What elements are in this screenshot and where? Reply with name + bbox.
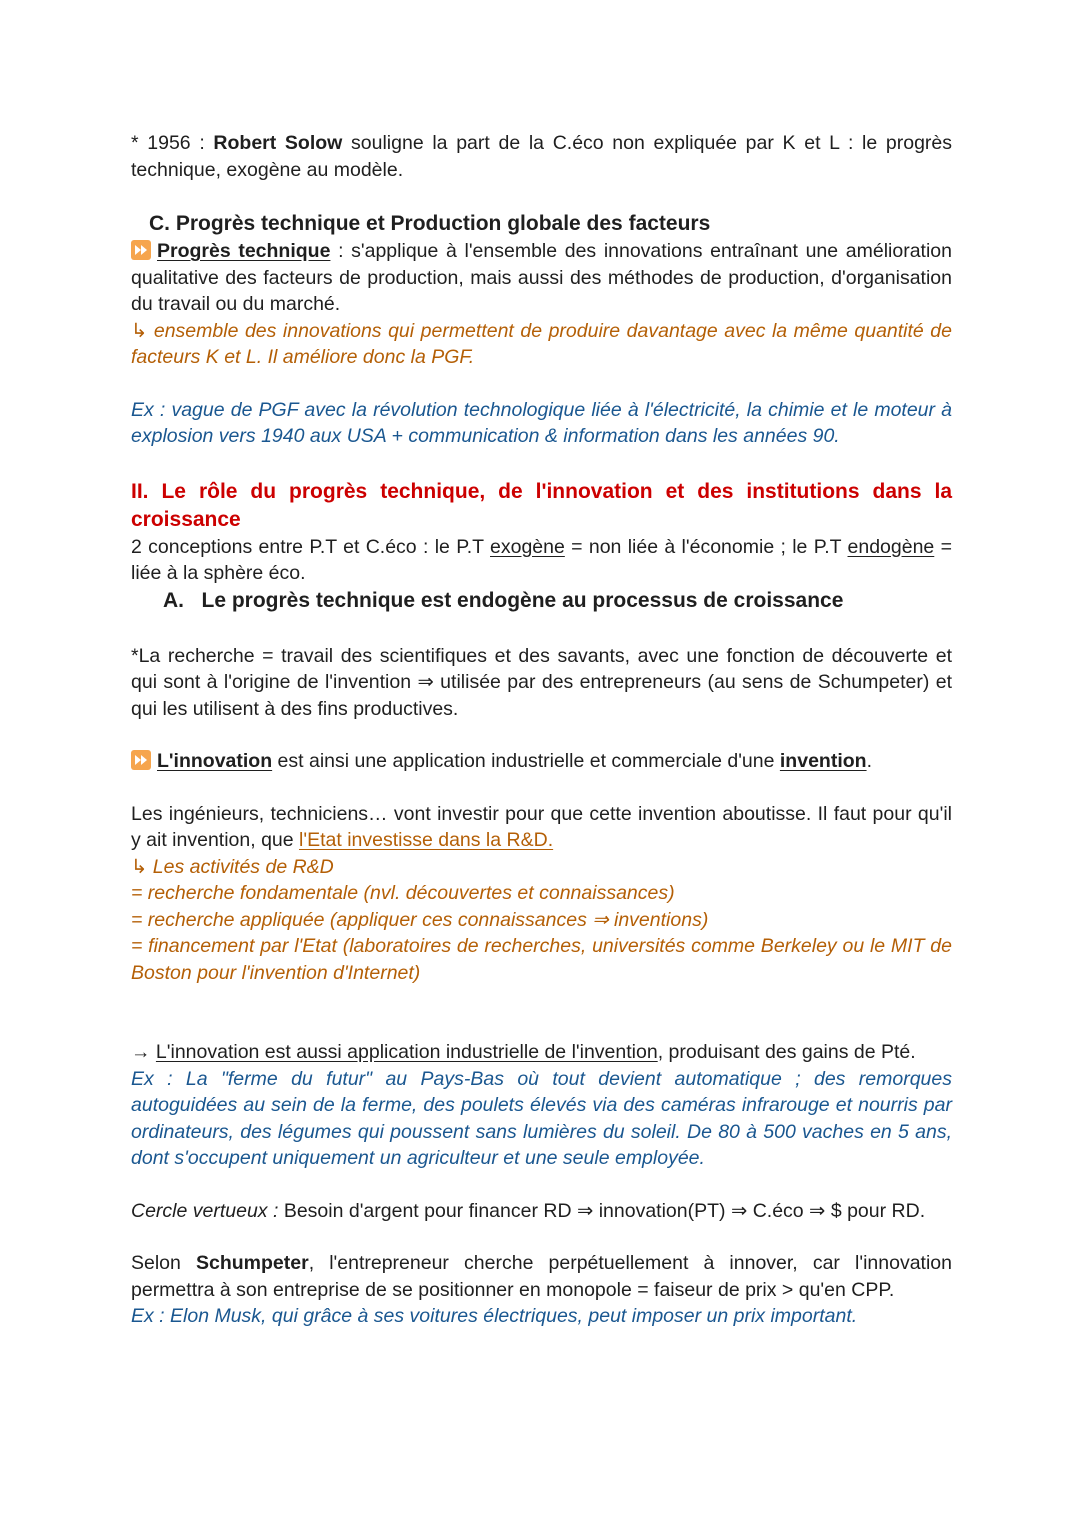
rd-item-fondamentale: = recherche fondamentale (nvl. découvertes et connaissances) [131,882,675,904]
rd-heading-text: Les activités de R&D [147,855,334,878]
rd-heading [131,854,952,881]
rd-item-financement: = financement par l'Etat (laboratoires de recherches, universités comme Berkeley ou le MIT de Boston pour l'invention d'Internet) [131,935,952,984]
invention-term: invention [779,750,867,772]
etat-rd-link: l'Etat investisse dans la R&D. [299,829,554,851]
schumpeter-name: Schumpeter [195,1252,309,1274]
pgf-note [131,318,952,371]
schumpeter-paragraph [131,1250,952,1303]
progres-technique-term: Progrès technique [157,240,331,262]
ferme-example-text: Ex : La "ferme du futur" au Pays-Bas où tout devient automatique ; des remorques autoguidées au sein de la ferme, des poulets élevés via des caméras infrarouge et nourris par ordinateurs, des légumes qui poussent sans lumières du soleil. De 80 à 500 vaches en 5 ans, dont s'occupent uniquement un agriculteur et une seule employée. [131,1067,952,1169]
section-c-title: C. Progrès technique et Production globale des facteurs [149,212,711,235]
conceptions-text-b: = non liée à l'économie ; le P.T [564,535,848,558]
turn-arrow-icon: ↳ [131,855,148,878]
innovation-text: est ainsi une application industrielle et commerciale d'une [272,750,780,772]
cercle-paragraph [131,1198,952,1225]
pgf-note-text: ensemble des innovations qui permettent de produire davantage avec la même quantité de facteurs K et L. Il améliore donc la PGF. [131,319,952,368]
schumpeter-text: , l'entrepreneur cherche perpétuellement à innover, car l'innovation permettra à son entreprise de se positionner en monopole = faiseur de prix > qu'en CPP. [131,1252,952,1301]
fast-forward-icon [131,240,151,260]
endogene-term: endogène [847,535,935,558]
section-ii-title: II. Le rôle du progrès technique, de l'innovation et des institutions dans la croissance [131,479,952,531]
conceptions-paragraph [131,534,952,587]
innovation-term: L'innovation [157,750,273,772]
section-a-title: A. Le progrès technique est endogène au processus de croissance [163,588,844,612]
right-arrow-icon: → [131,1041,156,1063]
recherche-paragraph: *La recherche = travail des scientifiques et des savants, avec une fonction de découverte et qui sont à l'origine de l'invention ⇒ utilisée par des entrepreneurs (au sens de Schumpeter) et qui les utilisent à des fins productives. [131,644,952,720]
application-text: , produisant des gains de Pté. [657,1041,916,1063]
application-paragraph [131,1039,952,1066]
fast-forward-icon [131,750,151,770]
solow-paragraph [131,130,952,183]
exogene-term: exogène [490,535,565,558]
conceptions-text-a: 2 conceptions entre P.T et C.éco : le P.T [131,535,490,558]
solow-prefix: * 1956 : [131,132,214,154]
rd-item-appliquee: = recherche appliquée (appliquer ces connaissances ⇒ inventions) [131,908,709,931]
progres-technique-text: : s'applique à l'ensemble des innovations entraînant une amélioration qualitative des facteurs de production, mais aussi des méthodes de production, d'organisation du travail ou du marché. [131,240,952,315]
conceptions-text-c: = liée à la sphère éco. [131,535,952,584]
turn-arrow-icon: ↳ [131,319,148,342]
ingenieurs-text: Les ingénieurs, techniciens… vont investir pour que cette invention aboutisse. Il faut pour qu'il y ait invention, que [131,802,952,851]
innovation-end: . [866,750,872,772]
schumpeter-prefix: Selon [131,1252,196,1274]
solow-text: souligne la part de la C.éco non expliquée par K et L : le progrès technique, exogène au modèle. [131,132,953,181]
progres-technique-definition [131,238,952,318]
application-underlined: L'innovation est aussi application industrielle de l'invention [155,1041,658,1063]
solow-name: Robert Solow [213,132,343,154]
ingenieurs-paragraph [131,801,952,854]
ferme-example [131,1066,952,1172]
innovation-definition [131,748,952,775]
cercle-text: Besoin d'argent pour financer RD ⇒ innovation(PT) ⇒ C.éco ⇒ $ pour RD. [278,1199,926,1222]
document-page [131,130,952,1330]
musk-example: Ex : Elon Musk, qui grâce à ses voitures électriques, peut imposer un prix important. [131,1305,858,1327]
cercle-label: Cercle vertueux : [131,1199,279,1222]
pgf-example: Ex : vague de PGF avec la révolution technologique liée à l'électricité, la chimie et le moteur à explosion vers 1940 aux USA + communication & information dans les années 90. [131,398,952,447]
